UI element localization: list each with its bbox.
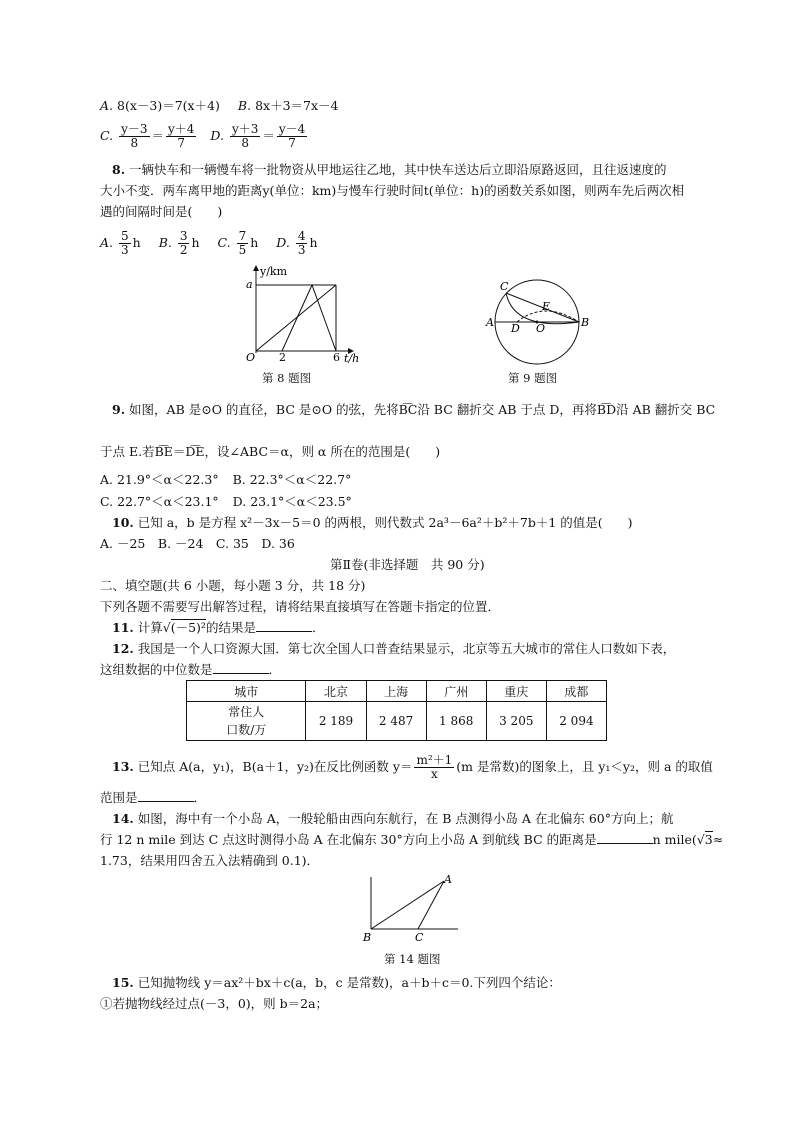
- q8-caption: 第 8 题图: [262, 371, 312, 385]
- q8-tick-6: 6: [333, 351, 340, 363]
- q8-option-d-frac: $\frac{4}{3}$: [297, 229, 306, 257]
- q7-option-d-eq: ＝: [262, 128, 275, 143]
- q7-option-c-label: C.: [100, 128, 114, 143]
- q12-table: [186, 680, 607, 741]
- q8-xlabel: t/h: [344, 352, 360, 363]
- q13-line1: [112, 752, 713, 782]
- q7-option-b-label: B.: [237, 98, 252, 113]
- q8-option-c-unit: h: [250, 235, 259, 250]
- q11-number: 11.: [112, 620, 134, 635]
- q8-y-arrow: [253, 265, 259, 271]
- q12-number: 12.: [112, 641, 134, 656]
- q7-option-d-label: D.: [210, 128, 224, 143]
- q7-option-c-eq: ＝: [151, 128, 165, 143]
- q13-line2: [100, 789, 206, 807]
- q12-table-city: 成都: [546, 681, 606, 702]
- q8-text-1: 一辆快车和一辆慢车将一批物资从甲地运往乙地，其中快车送达后立即沿原路返回，且往返速度的: [129, 162, 667, 177]
- q14-line-ca: [418, 881, 444, 929]
- q9-caption: 第 9 题图: [508, 371, 558, 385]
- q9-label-c: C: [500, 280, 509, 293]
- q9-line2: 于点 E.若B͡E＝D͡E，设∠ABC＝α，则 α 所在的范围是( ): [100, 444, 441, 459]
- q10-options: A. －25 B. －24 C. 35 D. 36: [100, 536, 295, 551]
- q11-end: ．: [311, 620, 325, 635]
- q12-table-city: 广州: [426, 681, 486, 702]
- q9-figure: [484, 276, 594, 368]
- q9-option-a: A. 21.9°＜α＜22.3°: [100, 472, 219, 487]
- q8-line3: 遇的间隔时间是( ): [100, 204, 223, 219]
- q8-ylabel: y/km: [260, 265, 288, 278]
- q12-table-value: 3 205: [486, 702, 546, 741]
- q14-text-1: 如图，海中有一个小岛 A，一般轮船由西向东航行，在 B 点测得小岛 A 在北偏东 60°方向上；航: [137, 811, 674, 826]
- q14-label-a: A: [444, 873, 452, 886]
- q7-option-a: 8(x－3)＝7(x＋4): [117, 98, 220, 113]
- q14-figure: [360, 873, 470, 945]
- q14-label-c: C: [415, 931, 424, 944]
- q9-option-b: B. 22.3°＜α＜22.7°: [232, 472, 352, 487]
- q11-sqrt-sign: √: [162, 620, 171, 635]
- q8-origin-label: O: [246, 351, 256, 363]
- q8-option-a-frac: $\frac{5}{3}$: [121, 229, 129, 257]
- q10-number: 10.: [112, 515, 134, 530]
- q9-label-o: O: [536, 322, 546, 335]
- q8-option-a-label: A.: [100, 235, 114, 250]
- q12-table-value: 2 487: [366, 702, 426, 741]
- q9-option-d: D. 23.1°＜α＜23.5°: [232, 494, 352, 509]
- q8-line1: [112, 161, 667, 179]
- q12-table-header-label: 城市: [187, 681, 306, 702]
- q7-option-d-frac1: $\frac{y+3}{8}$: [231, 122, 259, 150]
- q14-line3: 1.73，结果用四舍五入法精确到 0.1)．: [100, 853, 320, 868]
- q12-table-city: 上海: [366, 681, 426, 702]
- q8-a-label: a: [246, 278, 253, 291]
- q8-options: [100, 228, 318, 258]
- q12-table-header-row: [187, 681, 607, 702]
- q9-label-e: E: [542, 300, 551, 313]
- q15-text: 已知抛物线 y＝ax²＋bx＋c(a，b，c 是常数)，a＋b＋c＝0.下列四个结论：: [137, 975, 561, 990]
- q14-label-b: B: [363, 931, 372, 944]
- q15-number: 15.: [112, 975, 134, 990]
- section2-title: 第Ⅱ卷(非选择题 共 90 分): [330, 557, 485, 572]
- q8-tick-2: 2: [279, 351, 286, 363]
- q7-option-a-label: A.: [100, 98, 114, 113]
- q9-label-d: D: [511, 322, 520, 335]
- q13-post: (m 是常数)的图象上，且 y₁＜y₂，则 a 的取值: [456, 759, 713, 774]
- section2-note: 下列各题不需要写出解答过程，请将结果直接填写在答题卡指定的位置．: [100, 599, 501, 614]
- q9-text-1: 如图，AB 是⊙O 的直径，BC 是⊙O 的弦，先将B͡C沿 BC 翻折交 AB 于点 D，再将B͡D沿 AB 翻折交 BC: [129, 402, 716, 417]
- q9-label-b: B: [581, 316, 590, 329]
- q12-table-value: 2 094: [546, 702, 606, 741]
- q14-line2: [100, 831, 723, 849]
- q9-options-cd: [100, 493, 352, 511]
- q13-answer-blank[interactable]: [138, 789, 194, 802]
- q11-post: 的结果是: [205, 620, 256, 635]
- q9-line1: [112, 401, 715, 419]
- q12-text-2: 这组数据的中位数是: [100, 662, 213, 677]
- q8-option-c-label: C.: [217, 235, 231, 250]
- q12-table-value: 1 868: [426, 702, 486, 741]
- q10-text: 已知 a，b 是方程 x²－3x－5＝0 的两根，则代数式 2a³－6a²＋b²＋7b＋1 的值是( ): [137, 515, 633, 530]
- q14-caption: 第 14 题图: [384, 952, 441, 966]
- q12-table-data-row: [187, 702, 607, 741]
- q7-option-c-frac1: $\frac{y-3}{8}$: [121, 122, 148, 150]
- q7-option-d-frac2: $\frac{y-4}{7}$: [278, 122, 306, 150]
- q9-number: 9.: [112, 402, 126, 417]
- q8-line2: 大小不变．两车离甲地的距离y(单位：km)与慢车行驶时间t(单位：h)的函数关系如图，则两车先后两次相: [100, 183, 685, 198]
- q8-option-d-unit: h: [309, 235, 318, 250]
- q8-option-b-frac: $\frac{3}{2}$: [179, 229, 188, 257]
- q14-answer-blank[interactable]: [597, 831, 653, 844]
- q12-line2: [100, 661, 281, 679]
- q8-option-d-label: D.: [276, 235, 290, 250]
- q8-number: 8.: [112, 162, 126, 177]
- q8-fast-car: [282, 285, 336, 351]
- q9-options-ab: [100, 471, 351, 489]
- q12-table-city: 北京: [306, 681, 366, 702]
- q7-options-ab: [100, 97, 338, 115]
- q13-frac: $\frac{\text{m²＋1}}{x}$: [416, 753, 453, 781]
- q10-line: [112, 514, 633, 532]
- q7-option-b: 8x＋3＝7x－4: [255, 98, 339, 113]
- q12-row-label-2: 口数/万: [226, 723, 267, 737]
- q12-answer-blank[interactable]: [213, 661, 269, 674]
- q12-end: ．: [268, 662, 282, 677]
- q8-option-b-unit: h: [191, 235, 200, 250]
- q8-graph: [238, 263, 368, 363]
- q7-options-cd: [100, 121, 309, 151]
- q14-line-ba: [371, 881, 444, 929]
- q12-table-city: 重庆: [486, 681, 546, 702]
- q7-option-c-frac2: $\frac{y+4}{7}$: [168, 122, 195, 150]
- q14-text-2: 行 12 n mile 到达 C 点这时测得小岛 A 在北偏东 30°方向上小岛 A 到航线 BC 的距离是: [100, 832, 597, 847]
- q12-table-row-label: [187, 702, 306, 741]
- q14-sqrt-radicand: 3: [704, 832, 713, 847]
- q13-number: 13.: [112, 759, 134, 774]
- q13-text-2: 范围是: [100, 790, 138, 805]
- q12-line1: [112, 640, 675, 658]
- q11-radicand: (－5)²: [170, 620, 206, 635]
- q14-text-2b: n mile(: [652, 832, 697, 847]
- q14-sqrt-sign: √: [696, 832, 705, 847]
- q15-line1: [112, 974, 561, 992]
- q13-pre: 已知点 A(a，y₁)，B(a＋1，y₂)在反比例函数 y＝: [137, 759, 413, 774]
- q11-answer-blank[interactable]: [256, 619, 312, 632]
- q9-label-a: A: [486, 316, 494, 329]
- q14-approx: ≈: [712, 832, 724, 847]
- section2-heading: 二、填空题(共 6 小题，每小题 3 分，共 18 分): [100, 578, 366, 593]
- q12-row-label-1: 常住人: [228, 705, 265, 719]
- q8-option-c-frac: $\frac{7}{5}$: [238, 229, 247, 257]
- q9-option-c: C. 22.7°＜α＜23.1°: [100, 494, 219, 509]
- q12-text-1: 我国是一个人口资源大国．第七次全国人口普查结果显示，北京等五大城市的常住人口数如下表，: [137, 641, 676, 656]
- q13-end: ．: [193, 790, 207, 805]
- q8-option-b-label: B.: [158, 235, 172, 250]
- q12-table-value: 2 189: [306, 702, 366, 741]
- q11-line: [112, 619, 324, 637]
- q14-line1: [112, 810, 673, 828]
- q11-pre: 计算: [137, 620, 163, 635]
- q8-option-a-unit: h: [132, 235, 141, 250]
- q15-item1: ①若抛物线经过点(－3，0)，则 b＝2a；: [100, 996, 329, 1011]
- q14-number: 14.: [112, 811, 134, 826]
